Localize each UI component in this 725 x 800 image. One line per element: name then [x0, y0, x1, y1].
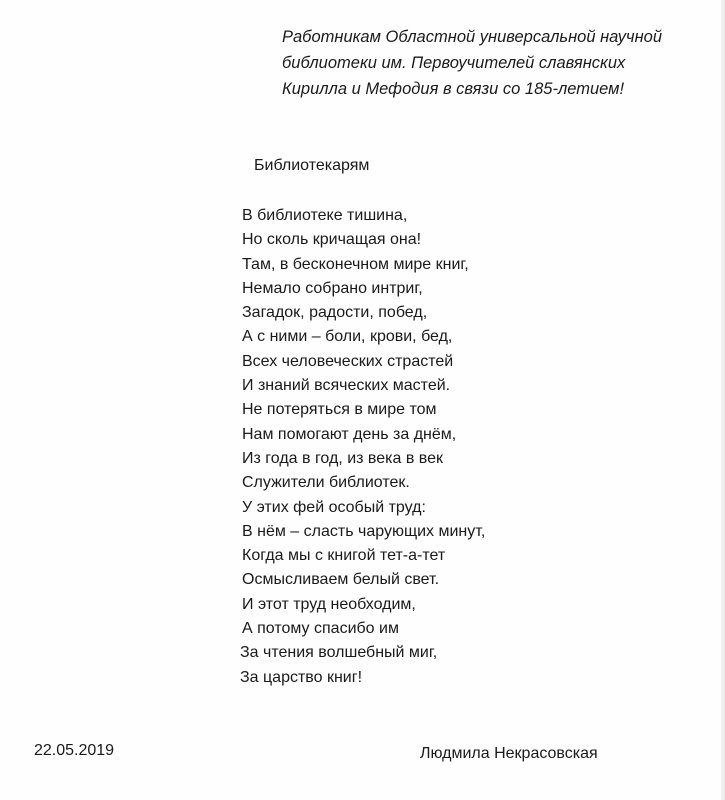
poem-line: Когда мы с книгой тет-а-тет	[242, 547, 446, 565]
scan-edge	[721, 0, 725, 800]
poem-line: Служители библиотек.	[242, 474, 410, 492]
poem-line: И этот труд необходим,	[242, 595, 416, 613]
poem-line: А потому спасибо им	[242, 620, 399, 638]
poem-line: Всех человеческих страстей	[242, 352, 454, 370]
poem-line: В библиотеке тишина,	[242, 207, 408, 224]
poem-line: Из года в год, из века в век	[242, 449, 443, 467]
poem-line: За чтения волшебный миг,	[240, 644, 438, 662]
poem-line: Нам помогают день за днём,	[242, 425, 457, 443]
poem-body	[242, 204, 485, 690]
poem-line: Загадок, радости, побед,	[242, 304, 428, 322]
dedication	[282, 24, 702, 102]
dedication-line: библиотеки им. Первоучителей славянских	[282, 54, 626, 72]
poem-line: За царство книг!	[240, 668, 363, 686]
poem-line: Но сколь кричащая она!	[242, 231, 422, 249]
poem-line: В нём – сласть чарующих минут,	[242, 522, 486, 540]
poem-line: Не потеряться в мире том	[242, 401, 437, 419]
poem-line: И знаний всяческих мастей.	[242, 377, 451, 395]
date: 22.05.2019	[34, 742, 115, 759]
poem-line: А с ними – боли, крови, бед,	[242, 328, 453, 346]
author-signature: Людмила Некрасовская	[420, 745, 598, 762]
poem-line: Немало собрано интриг,	[242, 279, 423, 297]
poem-title: Библиотекарям	[254, 157, 370, 174]
poem-line: Осмысливаем белый свет.	[242, 571, 440, 589]
dedication-line: Работникам Областной универсальной научной	[282, 28, 663, 46]
dedication-line: Кирилла и Мефодия в связи со 185-летием!	[282, 80, 625, 98]
poem-line: У этих фей особый труд:	[242, 498, 426, 516]
poem-line: Там, в бесконечном мире книг,	[242, 255, 469, 273]
